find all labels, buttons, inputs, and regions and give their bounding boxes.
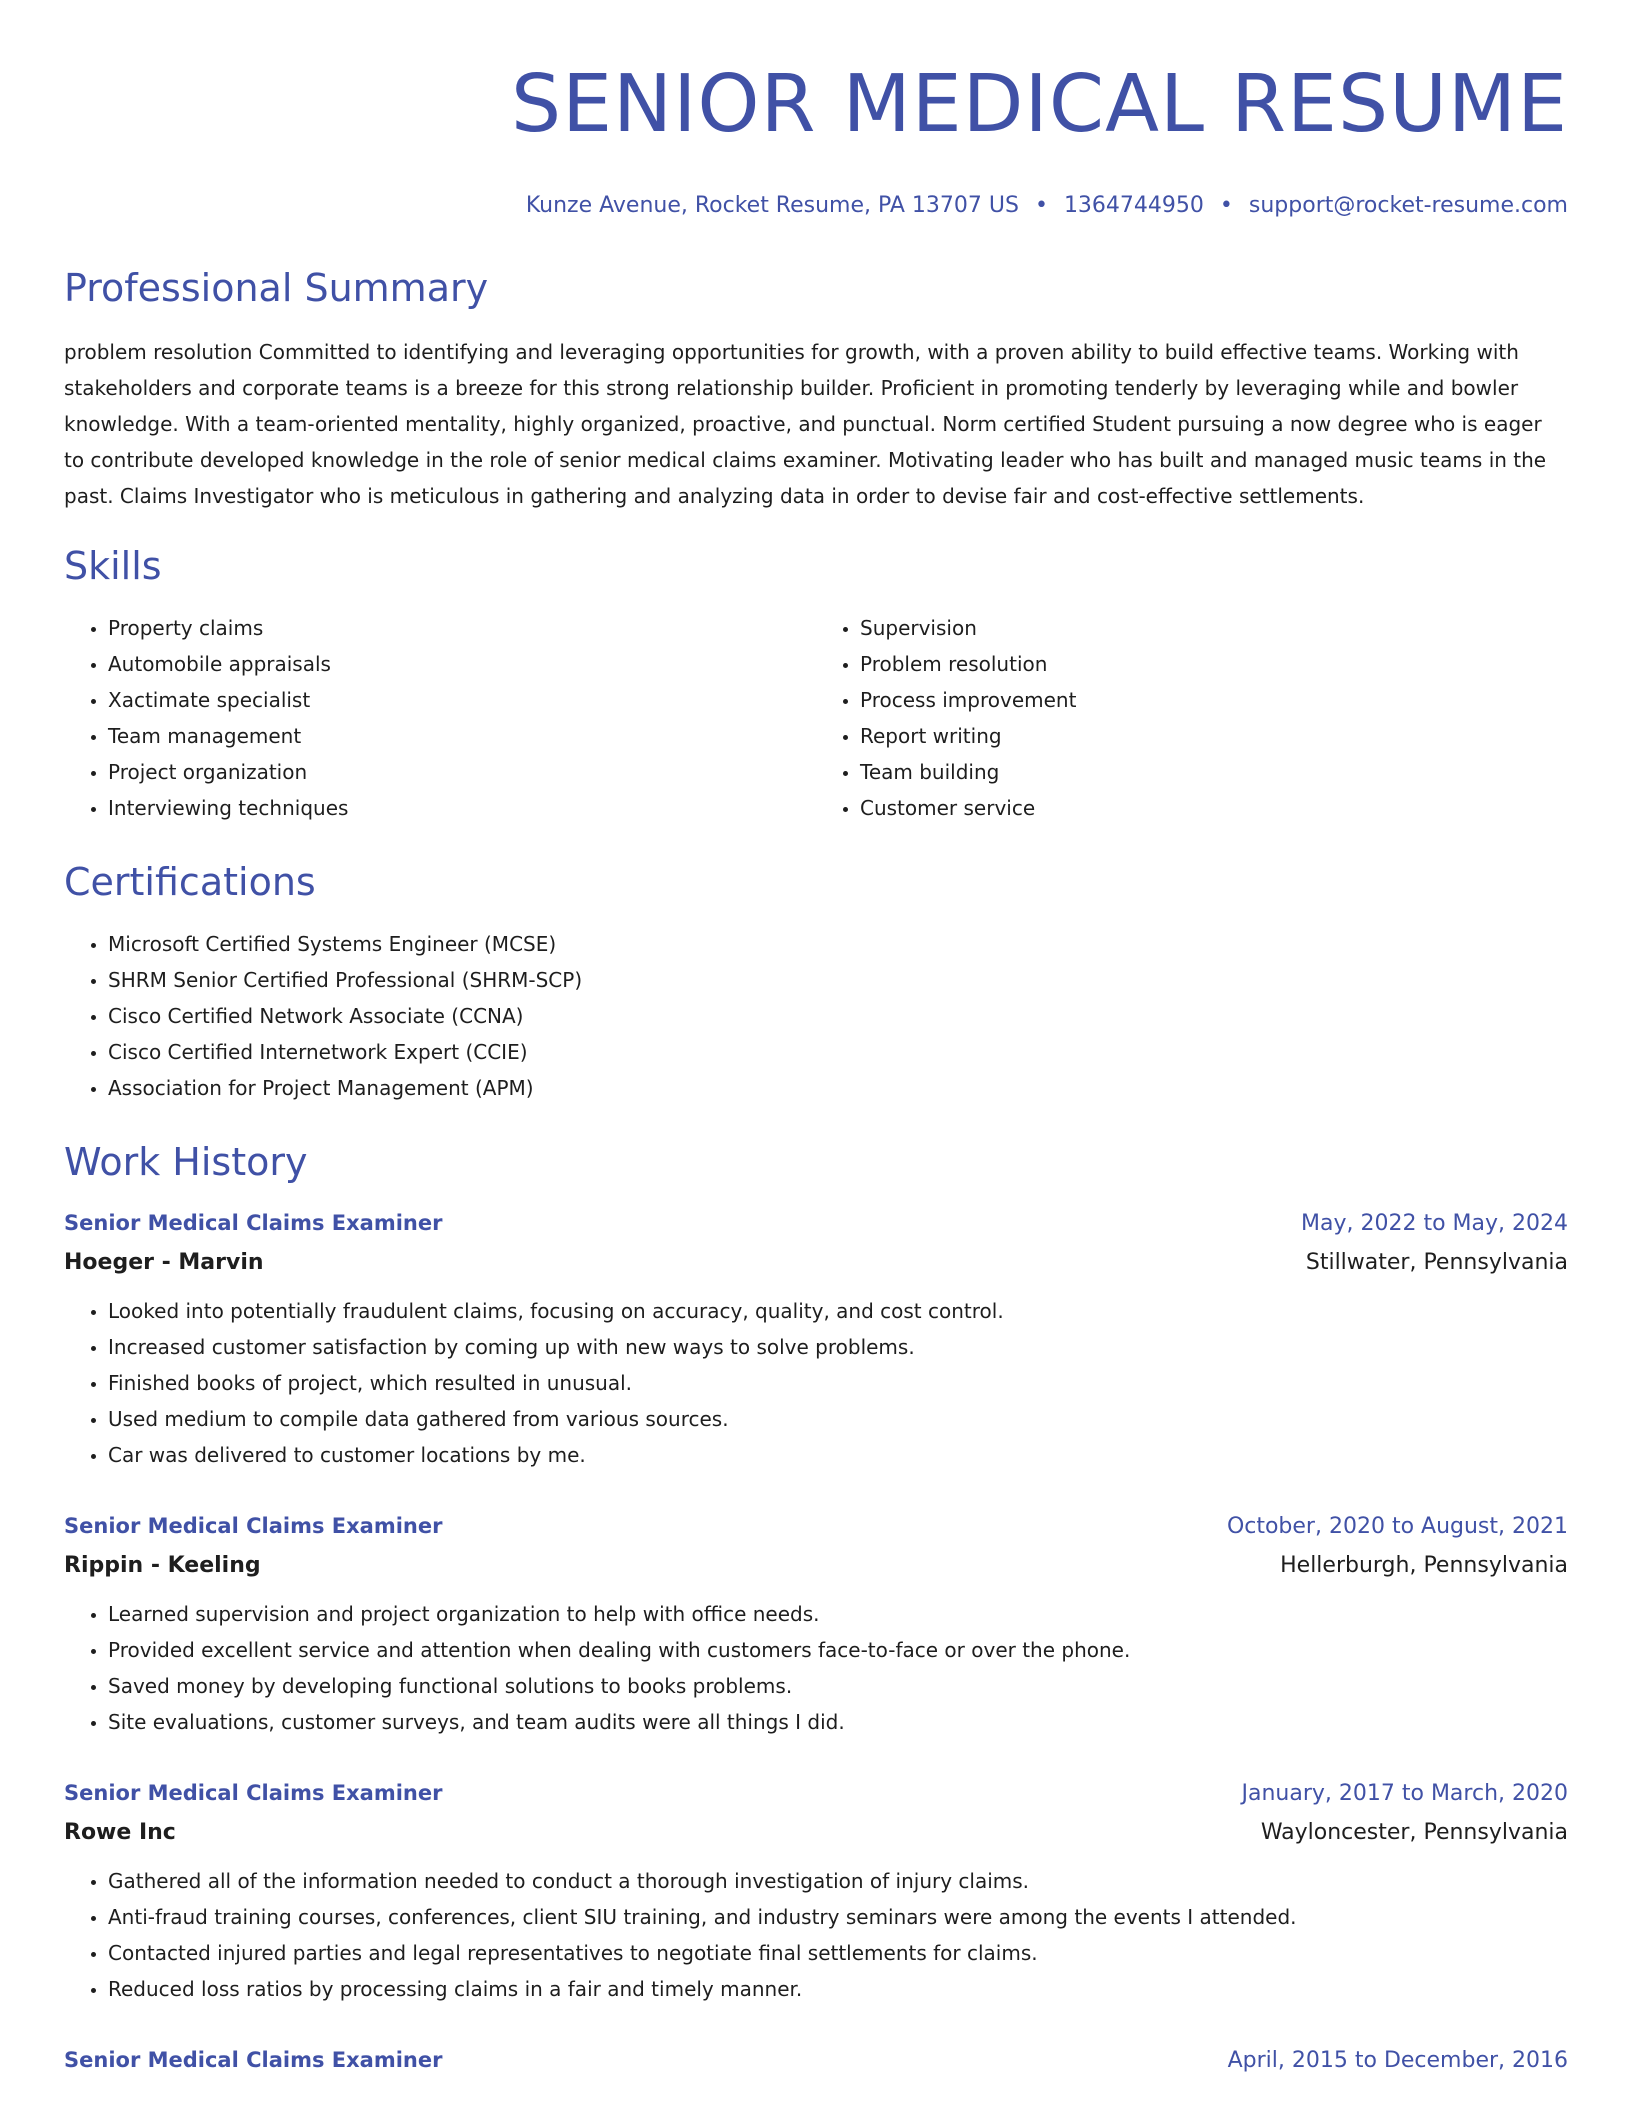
job-header (64, 2041, 1568, 2080)
certification-item: • Cisco Certified Internetwork Expert (CCIE) (108, 1034, 1568, 1070)
job-bullet: • Finished books of project, which resulted in unusual. (108, 1365, 1568, 1401)
skill-item: • Process improvement (860, 682, 1568, 718)
job-company: Hoeger - Marvin (64, 1250, 264, 1275)
job-subheader (64, 1243, 1568, 1283)
skill-item: • Problem resolution (860, 646, 1568, 682)
job-subheader (64, 1546, 1568, 1586)
job-bullet: • Gathered all of the information needed to conduct a thorough investigation of injury claims. (108, 1863, 1568, 1899)
contact-separator: • (1034, 193, 1048, 218)
skill-item: • Property claims (108, 610, 816, 646)
email-link[interactable]: support@rocket-resume.com (1248, 193, 1568, 218)
job-header (64, 1774, 1568, 1813)
contact-separator: • (1219, 193, 1233, 218)
summary-heading: Professional Summary (64, 266, 489, 310)
job-location: Hellerburgh, Pennsylvania (1280, 1553, 1568, 1578)
skill-item: • Customer service (860, 790, 1568, 826)
job-bullet: • Anti-fraud training courses, conferences, client SIU training, and industry seminars were among the events I attended. (108, 1899, 1568, 1935)
job-entry (64, 1507, 1568, 1740)
job-bullet: • Learned supervision and project organization to help with office needs. (108, 1596, 1568, 1632)
job-role: Senior Medical Claims Examiner (64, 1781, 443, 1805)
skills-column-right (816, 610, 1568, 826)
certification-item: • Association for Project Management (APM) (108, 1070, 1568, 1106)
job-subheader (64, 1813, 1568, 1853)
skills-list (64, 610, 1568, 826)
job-bullets (64, 1596, 1568, 1740)
skills-column-left (64, 610, 816, 826)
job-dates: October, 2020 to August, 2021 (1226, 1514, 1568, 1539)
job-bullet: • Car was delivered to customer locations by me. (108, 1437, 1568, 1473)
job-header (64, 1204, 1568, 1243)
job-role: Senior Medical Claims Examiner (64, 1514, 443, 1538)
job-bullets (64, 1863, 1568, 2007)
skill-item: • Project organization (108, 754, 816, 790)
job-entry (64, 2041, 1568, 2080)
skill-item: • Report writing (860, 718, 1568, 754)
resume-page (64, 0, 1568, 2080)
skill-item: • Supervision (860, 610, 1568, 646)
job-dates: May, 2022 to May, 2024 (1301, 1211, 1568, 1236)
skill-item: • Team management (108, 718, 816, 754)
job-bullet: • Reduced loss ratios by processing claims in a fair and timely manner. (108, 1971, 1568, 2007)
job-company: Rowe Inc (64, 1820, 176, 1845)
certification-item: • SHRM Senior Certified Professional (SHRM-SCP) (108, 962, 1568, 998)
job-entry (64, 1204, 1568, 1473)
skill-item: • Automobile appraisals (108, 646, 816, 682)
job-entry (64, 1774, 1568, 2007)
job-bullet: • Saved money by developing functional solutions to books problems. (108, 1668, 1568, 1704)
certifications-heading: Certifications (64, 860, 316, 904)
work-history-list (64, 1204, 1568, 2080)
summary-text: problem resolution Committed to identifying and leveraging opportunities for growth, with a proven ability to build effective teams. Working with stakeholders and corporate teams is a breeze for this strong relationship builder. Proficient in promoting tenderly by leveraging while and bowler knowledge. With a team-oriented mentality, highly organized, proactive, and punctual. Norm certified Student pursuing a now degree who is eager to contribute developed knowledge in the role of senior medical claims examiner. Motivating leader who has built and managed music teams in the past. Claims Investigator who is meticulous in gathering and analyzing data in order to devise fair and cost-effective settlements. (64, 340, 1547, 508)
job-location: Stillwater, Pennsylvania (1305, 1250, 1568, 1275)
job-bullets (64, 1293, 1568, 1473)
job-location: Wayloncester, Pennsylvania (1260, 1820, 1568, 1845)
certifications-list (64, 926, 1568, 1106)
job-bullet: • Used medium to compile data gathered from various sources. (108, 1401, 1568, 1437)
job-bullet: • Looked into potentially fraudulent claims, focusing on accuracy, quality, and cost control. (108, 1293, 1568, 1329)
job-dates: April, 2015 to December, 2016 (1227, 2048, 1568, 2073)
certification-item: • Cisco Certified Network Associate (CCNA) (108, 998, 1568, 1034)
job-header (64, 1507, 1568, 1546)
job-company: Rippin - Keeling (64, 1553, 261, 1578)
job-role: Senior Medical Claims Examiner (64, 2048, 443, 2072)
skill-item: • Team building (860, 754, 1568, 790)
skills-heading: Skills (64, 544, 162, 588)
job-dates: January, 2017 to March, 2020 (1241, 1781, 1568, 1806)
job-role: Senior Medical Claims Examiner (64, 1211, 443, 1235)
certification-item: • Microsoft Certified Systems Engineer (MCSE) (108, 926, 1568, 962)
job-bullet: • Provided excellent service and attention when dealing with customers face-to-face or over the phone. (108, 1632, 1568, 1668)
job-bullet: • Contacted injured parties and legal representatives to negotiate final settlements for claims. (108, 1935, 1568, 1971)
skill-item: • Xactimate specialist (108, 682, 816, 718)
work-history-heading: Work History (64, 1140, 308, 1184)
skill-item: • Interviewing techniques (108, 790, 816, 826)
phone-text: 1364744950 (1063, 193, 1204, 218)
job-bullet: • Site evaluations, customer surveys, and team audits were all things I did. (108, 1704, 1568, 1740)
job-bullet: • Increased customer satisfaction by coming up with new ways to solve problems. (108, 1329, 1568, 1365)
contact-line (64, 190, 1568, 222)
address-text: Kunze Avenue, Rocket Resume, PA 13707 US (525, 193, 1019, 218)
resume-title: SENIOR MEDICAL RESUME (510, 58, 1568, 150)
